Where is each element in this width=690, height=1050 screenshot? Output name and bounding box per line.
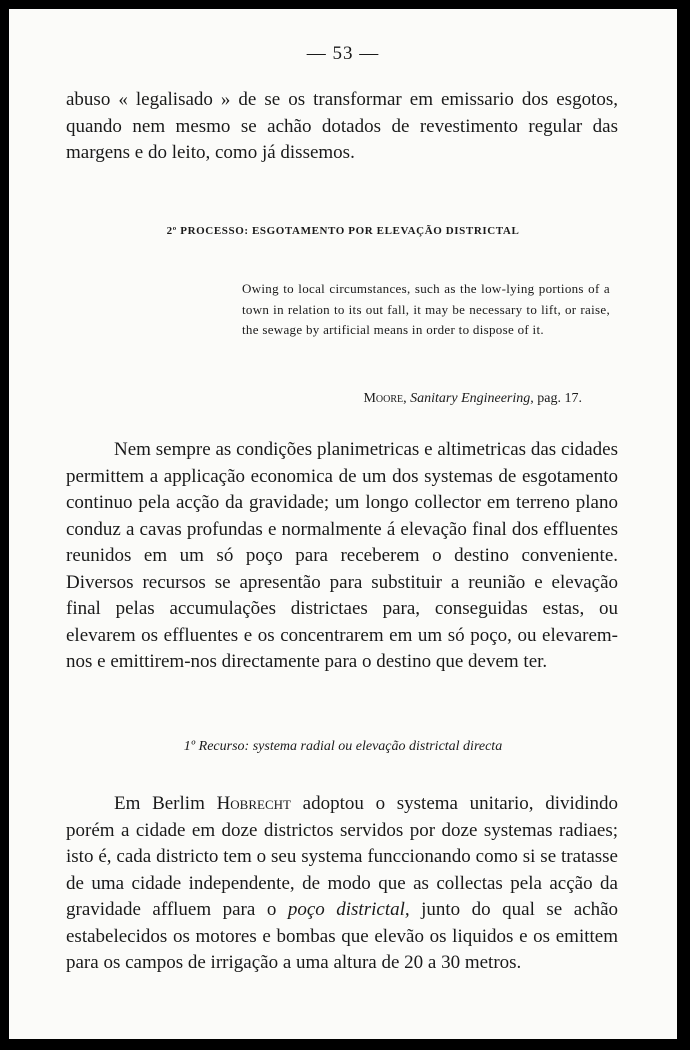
paragraph-berlim bbox=[66, 791, 618, 977]
paragraph-intro: abuso « legalisado » de se os transformar em emissario dos esgotos, quando nem mesmo se achão dotados de revestimento regular das margens e do leito, como já dissemos. bbox=[66, 89, 618, 163]
section-heading: 2º PROCESSO: ESGOTAMENTO POR ELEVAÇÃO DISTRICTAL bbox=[166, 225, 520, 237]
subsection-label: Recurso bbox=[198, 739, 245, 754]
book-page bbox=[9, 9, 677, 1039]
epigraph-author: Moore bbox=[363, 391, 404, 406]
person-name: Hobrecht bbox=[216, 793, 291, 814]
berlim-text-start: Em Berlim bbox=[114, 793, 205, 814]
page-number: — 53 — bbox=[306, 43, 380, 64]
epigraph-quote: Owing to local circumstances, such as the low-lying portions of a town in relation to its out fall, it may be necessary to lift, or raise, the sewage by artificial means in order to dispose of it. bbox=[242, 281, 610, 337]
epigraph-pages: pag. 17. bbox=[537, 391, 582, 406]
berlim-text-middle: adoptou o systema unitario, dividindo porém a cidade em doze districtos servidos por doze systemas radiaes; isto é, cada districto tem o seu systema funccionando como si se tratasse de uma cidade independente, de modo que as collectas pela acção da gravidade affluem para o bbox=[66, 793, 619, 920]
epigraph-work: Sanitary Engineering bbox=[410, 391, 531, 406]
subsection-number: 1º bbox=[183, 739, 196, 754]
subsection-title: systema radial ou elevação districtal directa bbox=[252, 739, 503, 754]
subsection-heading: 1º Recurso: systema radial ou elevação districtal directa bbox=[183, 739, 503, 754]
emphasis-term: poço districtal, bbox=[287, 899, 410, 920]
berlim-text-end: junto do qual se achão estabelecidos os motores e bombas que elevão os liquidos e os emittem para os campos de irrigação a uma altura de 20 a 30 metros. bbox=[66, 899, 618, 973]
epigraph-source: Moore, Sanitary Engineering, pag. 17. bbox=[363, 391, 582, 406]
paragraph-conditions: Nem sempre as condições planimetricas e altimetricas das cidades permittem a applicação economica de um dos systemas de esgotamento continuo pela acção da gravidade; um longo collector em terreno plano conduz a cavas profundas e normalmente á elevação final dos effluentes reunidos em um só poço para receberem o destino conveniente. Diversos recursos se apresentão para substituir a reunião e elevação final pelas accumulações districtaes para, conseguidas estas, ou elevarem os effluentes e os concentrarem em um só poço, ou elevarem-nos e emittirem-nos directamente para o destino que devem ter. bbox=[66, 439, 618, 672]
